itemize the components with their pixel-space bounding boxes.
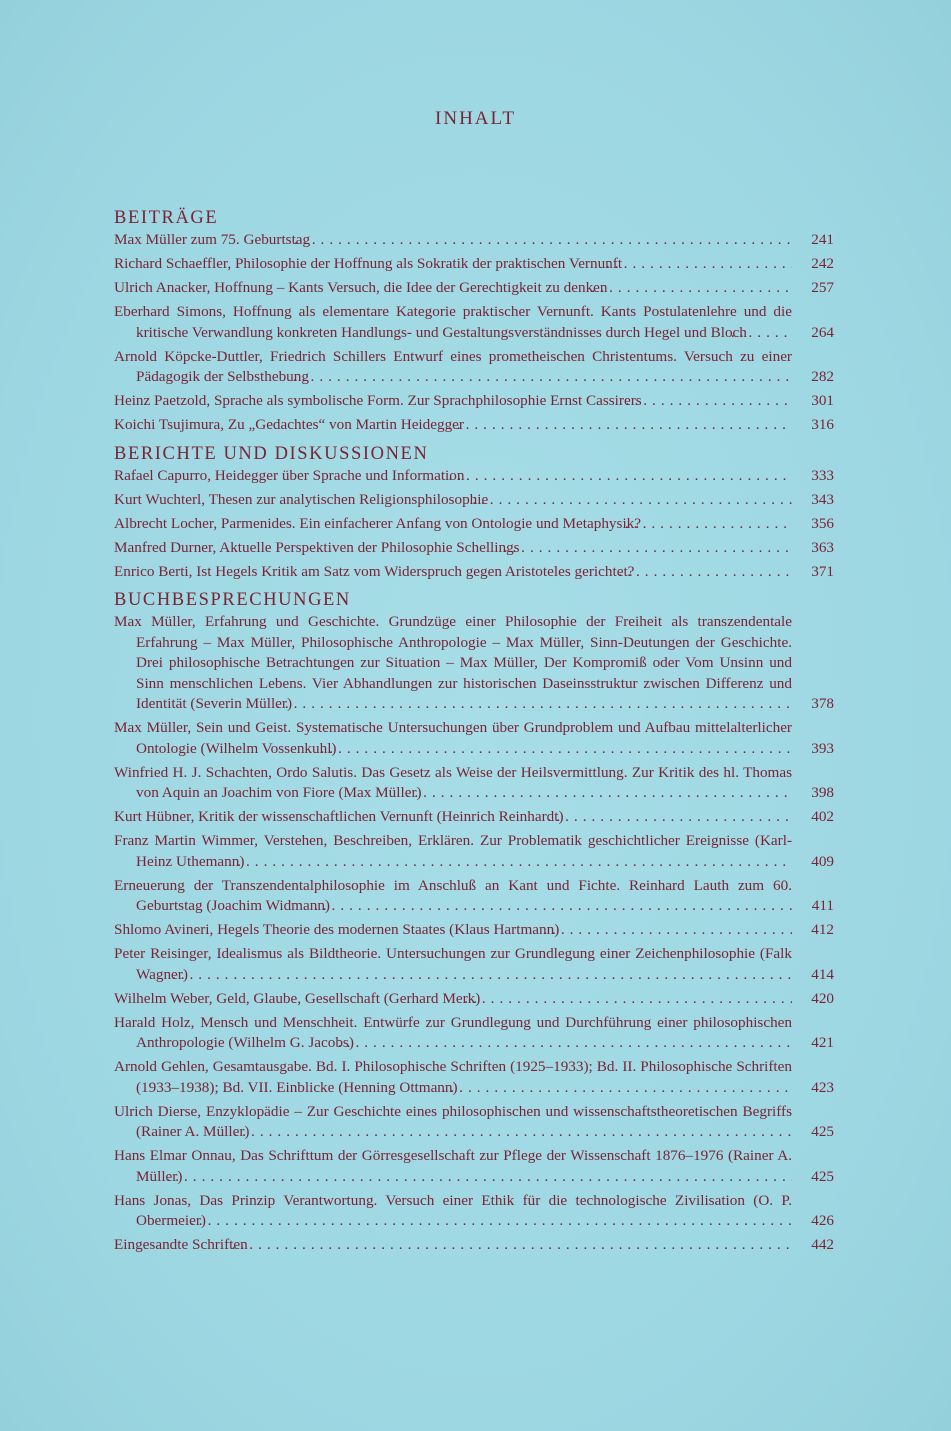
section-heading: BERICHTE UND DISKUSSIONEN [114, 443, 429, 464]
toc-entry-page: 411 [811, 897, 834, 914]
toc-entry-page: 301 [811, 392, 834, 409]
toc-entry-body [114, 807, 792, 828]
toc-entry-page: 378 [811, 695, 834, 712]
toc-entry-body [114, 1191, 792, 1232]
toc-entry-title: Wilhelm Weber, Geld, Glaube, Gesellschaft (Gerhard Merk) [114, 989, 481, 1007]
toc-entry-title: Richard Schaeffler, Philosophie der Hoffnung als Sokratik der praktischen Vernunft [114, 255, 623, 272]
toc-entry [114, 944, 834, 985]
toc-entry-body [114, 490, 792, 511]
toc-entry-title: Arnold Gehlen, Gesamtausgabe. Bd. I. Philosophische Schriften (1925–1933); Bd. II. Philosophische Schriften (1933–1938); Bd. VII. Einblicke (Henning Ottmann) [114, 1058, 792, 1096]
toc-entry-title: Max Müller, Sein und Geist. Systematische Untersuchungen über Grundproblem und Aufbau mittelalterlicher Ontologie (Wilhelm Vossenkuhl) [114, 719, 792, 757]
toc-entry-title: Hans Jonas, Das Prinzip Verantwortung. Versuch einer Ethik für die technologische Zivilisation (O. P. Obermeier) [114, 1191, 792, 1229]
toc-entry-body [114, 612, 792, 715]
toc-entry-page: 426 [811, 1212, 834, 1229]
toc-entry-page: 393 [811, 739, 834, 757]
toc-entry-body [114, 230, 792, 251]
toc-entry [114, 876, 834, 917]
toc-entry [114, 1057, 834, 1098]
toc-entry-body [114, 1102, 792, 1143]
toc-entry-page: 442 [811, 1236, 834, 1253]
toc-entry [114, 831, 834, 872]
page-title: INHALT [435, 108, 516, 129]
section-heading: BEITRÄGE [114, 208, 219, 228]
table-of-contents [114, 207, 834, 1259]
toc-entry-title: Hans Elmar Onnau, Das Schrifttum der Görresgesellschaft zur Pflege der Wissenschaft 1876–1976 (Rainer A. Müller) [114, 1147, 792, 1185]
toc-entry-body [114, 347, 792, 388]
toc-entry-title: Heinz Paetzold, Sprache als symbolische Form. Zur Sprachphilosophie Ernst Cassirers [114, 392, 642, 409]
toc-entry [114, 415, 834, 436]
toc-entry [114, 230, 834, 251]
toc-entry-page: 343 [811, 490, 834, 508]
toc-entry-body [114, 1057, 792, 1098]
toc-entry-title: Ulrich Anacker, Hoffnung – Kants Versuch, die Idee der Gerechtigkeit zu denken [114, 279, 608, 296]
toc-entry-page: 363 [811, 538, 834, 556]
toc-entry-body [114, 944, 792, 985]
toc-entry [114, 807, 834, 828]
toc-entry-title: Kurt Wuchterl, Thesen zur analytischen Religionsphilosophie [114, 490, 489, 508]
toc-entry-body [114, 989, 792, 1010]
toc-entry-title: Manfred Durner, Aktuelle Perspektiven der Philosophie Schellings [114, 538, 520, 556]
toc-entry-title: Ulrich Dierse, Enzyklopädie – Zur Geschichte eines philosophischen und wissenschaftstheoretischen Begriffs (Rainer A. Müller) [114, 1102, 792, 1140]
toc-entry [114, 490, 834, 511]
toc-entry-body [114, 876, 792, 917]
toc-entry-title: Rafael Capurro, Heidegger über Sprache und Information [114, 466, 465, 484]
toc-entry-body [114, 391, 792, 412]
toc-entry-title: Arnold Köpcke-Duttler, Friedrich Schillers Entwurf eines prometheischen Christentums. Versuch zu einer Pädagogik der Selbsthebung [114, 347, 792, 385]
toc-entry-page: 402 [811, 808, 834, 825]
toc-entry-title: Winfried H. J. Schachten, Ordo Salutis. Das Gesetz als Weise der Heilsvermittlung. Zur Kritik des hl. Thomas von Aquin an Joachim von Fiore (Max Müller) [114, 763, 792, 801]
toc-entry-body [114, 538, 792, 559]
toc-entry [114, 1235, 834, 1256]
toc-entry-body [114, 466, 792, 487]
toc-entry [114, 1013, 834, 1054]
toc-entry [114, 612, 834, 715]
section-heading: BUCHBESPRECHUNGEN [114, 590, 351, 610]
toc-entry-body [114, 831, 792, 872]
toc-entry [114, 718, 834, 759]
toc-entry-page: 242 [811, 255, 834, 272]
toc-entry-title: Enrico Berti, Ist Hegels Kritik am Satz vom Widerspruch gegen Aristoteles gerichtet? [114, 562, 635, 580]
toc-entry-page: 423 [811, 1078, 834, 1096]
toc-entry-body [114, 302, 792, 343]
toc-entry-title: Eberhard Simons, Hoffnung als elementare Kategorie praktischer Vernunft. Kants Postulatenlehre und die kritische Verwandlung konkreten Handlungs- und Gestaltungsverständnisses durch Hegel und Bloch [114, 303, 792, 341]
toc-entry [114, 254, 834, 275]
toc-entry-body [114, 1235, 792, 1256]
toc-entry-page: 421 [811, 1034, 834, 1051]
toc-entry-title: Eingesandte Schriften [114, 1236, 248, 1253]
toc-entry-title: Shlomo Avineri, Hegels Theorie des modernen Staates (Klaus Hartmann) [114, 921, 560, 938]
toc-entry-page: 414 [811, 965, 834, 983]
toc-entry-body [114, 1146, 792, 1187]
toc-entry [114, 920, 834, 941]
toc-entry-page: 409 [811, 852, 834, 870]
toc-entry-page: 257 [811, 279, 834, 296]
toc-entry [114, 562, 834, 583]
toc-entry-title: Franz Martin Wimmer, Verstehen, Beschreiben, Erklären. Zur Problematik geschichtlicher Ereignisse (Karl-Heinz Uthemann) [114, 832, 792, 870]
toc-entry-body [114, 278, 792, 299]
toc-entry [114, 391, 834, 412]
toc-entry-body [114, 415, 792, 436]
toc-entry [114, 989, 834, 1010]
toc-entry-title: Erneuerung der Transzendentalphilosophie im Anschluß an Kant und Fichte. Reinhard Lauth zum 60. Geburtstag (Joachim Widmann) [114, 876, 792, 914]
toc-entry-body [114, 718, 792, 759]
toc-entry-title: Koichi Tsujimura, Zu „Gedachtes“ von Martin Heidegger [114, 416, 464, 433]
toc-entry [114, 466, 834, 487]
toc-entry [114, 1146, 834, 1187]
toc-entry-body [114, 1013, 792, 1054]
toc-entry-page: 356 [811, 514, 834, 532]
toc-entry-body [114, 562, 792, 583]
toc-entry [114, 302, 834, 343]
toc-entry-body [114, 254, 792, 275]
toc-entry-page: 425 [811, 1167, 834, 1185]
toc-entry-title: Kurt Hübner, Kritik der wissenschaftlichen Vernunft (Heinrich Reinhardt) [114, 808, 564, 825]
toc-entry-title: Max Müller, Erfahrung und Geschichte. Grundzüge einer Philosophie der Freiheit als transzendentale Erfahrung – Max Müller, Philosophische Anthropologie – Max Müller, Sinn-Deutungen der Geschichte. Drei philosophische Betrachtungen zur Situation – Max Müller, Der Kompromiß oder Vom Unsinn und Sinn menschlichen Lebens. Vier Abhandlungen zur historischen Daseinsstruktur zwischen Differenz und Identität (Severin Müller) [114, 613, 792, 712]
toc-entry-page: 333 [811, 466, 834, 484]
toc-entry [114, 1191, 834, 1232]
toc-entry-page: 425 [811, 1123, 834, 1140]
toc-entry [114, 1102, 834, 1143]
toc-entry-title: Max Müller zum 75. Geburtstag [114, 231, 311, 248]
toc-entry [114, 763, 834, 804]
toc-entry-page: 316 [811, 416, 834, 433]
toc-entry-body [114, 514, 792, 535]
toc-entry-page: 371 [811, 562, 834, 580]
toc-entry-page: 264 [811, 323, 834, 341]
toc-entry-title: Harald Holz, Mensch und Menschheit. Entwürfe zur Grundlegung und Durchführung einer philosophischen Anthropologie (Wilhelm G. Jacobs) [114, 1013, 792, 1051]
toc-entry [114, 514, 834, 535]
toc-entry-page: 282 [811, 368, 834, 385]
toc-entry-page: 420 [811, 989, 834, 1007]
toc-entry [114, 278, 834, 299]
toc-entry-body [114, 920, 792, 941]
toc-entry-page: 241 [811, 231, 834, 248]
toc-entry-page: 412 [811, 921, 834, 938]
toc-entry-title: Albrecht Locher, Parmenides. Ein einfacherer Anfang von Ontologie und Metaphysik? [114, 514, 641, 532]
toc-entry-body [114, 763, 792, 804]
toc-entry-title: Peter Reisinger, Idealismus als Bildtheorie. Untersuchungen zur Grundlegung einer Zeichenphilosophie (Falk Wagner) [114, 945, 792, 983]
toc-entry [114, 347, 834, 388]
toc-entry-page: 398 [811, 784, 834, 801]
toc-entry [114, 538, 834, 559]
